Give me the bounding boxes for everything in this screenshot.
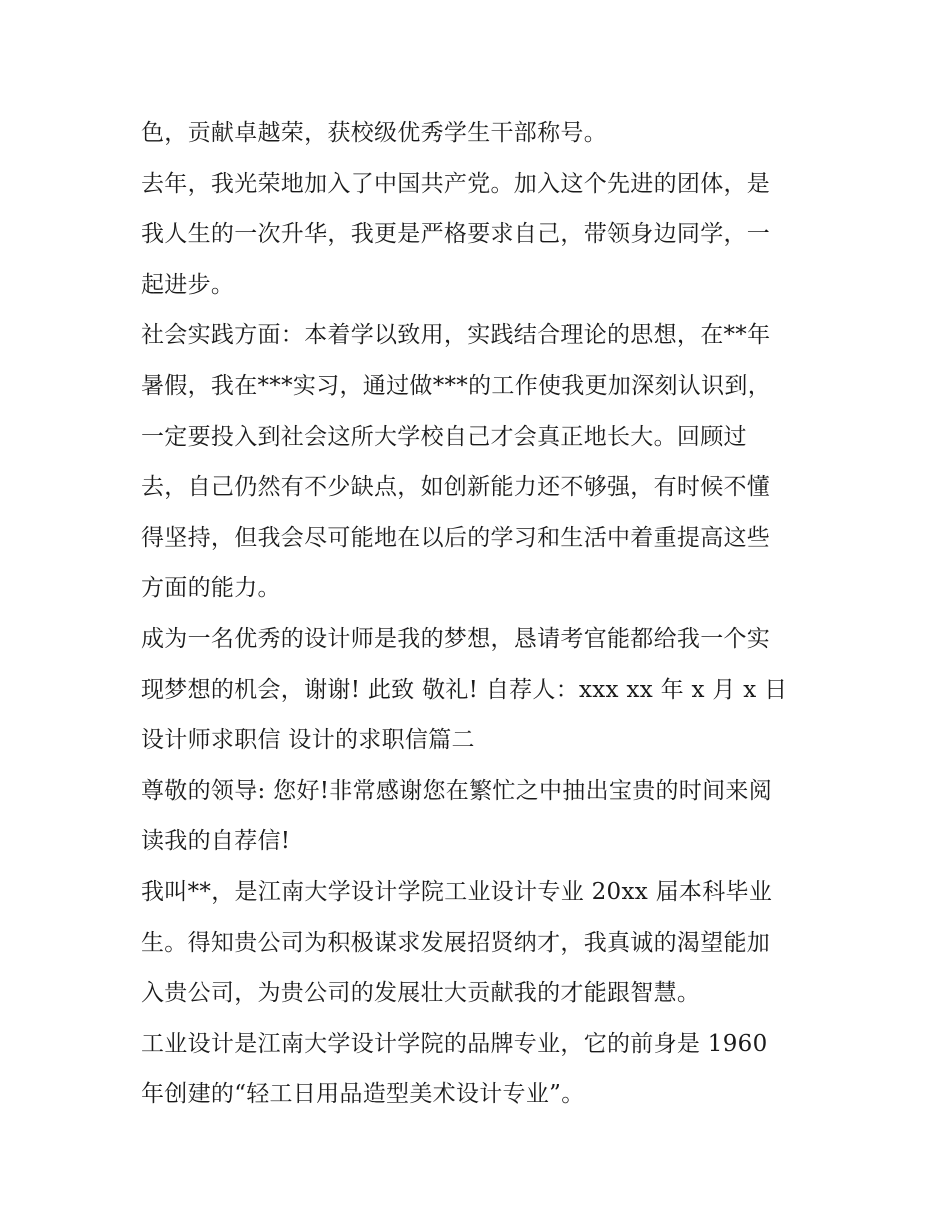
text-line: 成为一名优秀的设计师是我的梦想，恳请考官能都给我一个实 [141, 625, 771, 652]
text-line: 工业设计是江南大学设计学院的品牌专业，它的前身是 1960 [141, 1030, 768, 1057]
text-line: 读我的自荐信! [141, 828, 291, 855]
text-line: 一定要投入到社会这所大学校自己才会真正地长大。回顾过 [141, 423, 747, 450]
text-line: 尊敬的领导: 您好!非常感谢您在繁忙之中抽出宝贵的时间来阅 [141, 777, 773, 804]
text-line: 年创建的“轻工日用品造型美术设计专业”。 [141, 1081, 585, 1108]
section-heading: 设计师求职信 设计的求职信篇二 [141, 727, 475, 754]
text-line: 去，自己仍然有不少缺点，如创新能力还不够强，有时候不懂 [141, 474, 771, 501]
text-line: 得坚持，但我会尽可能地在以后的学习和生活中着重提高这些 [141, 524, 771, 551]
text-line: 生。得知贵公司为积极谋求发展招贤纳才，我真诚的渴望能加 [141, 929, 771, 956]
text-line: 去年，我光荣地加入了中国共产党。加入这个先进的团体，是 [141, 170, 771, 197]
text-line: 我人生的一次升华，我更是严格要求自己，带领身边同学，一 [141, 221, 771, 248]
text-line: 现梦想的机会，谢谢! 此致 敬礼! 自荐人：xxx xx 年 x 月 x 日 [141, 676, 788, 703]
text-line: 方面的能力。 [141, 575, 281, 602]
text-line: 社会实践方面：本着学以致用，实践结合理论的思想，在**年 [141, 322, 771, 349]
document-body [141, 108, 821, 1120]
text-line: 起进步。 [141, 271, 235, 298]
text-line: 色，贡献卓越荣，获校级优秀学生干部称号。 [141, 120, 607, 146]
text-line: 入贵公司，为贵公司的发展壮大贡献我的才能跟智慧。 [141, 980, 701, 1007]
text-line: 暑假，我在***实习，通过做***的工作使我更加深刻认识到， [141, 372, 771, 399]
text-line: 我叫**，是江南大学设计学院工业设计专业 20xx 届本科毕业 [141, 878, 773, 905]
